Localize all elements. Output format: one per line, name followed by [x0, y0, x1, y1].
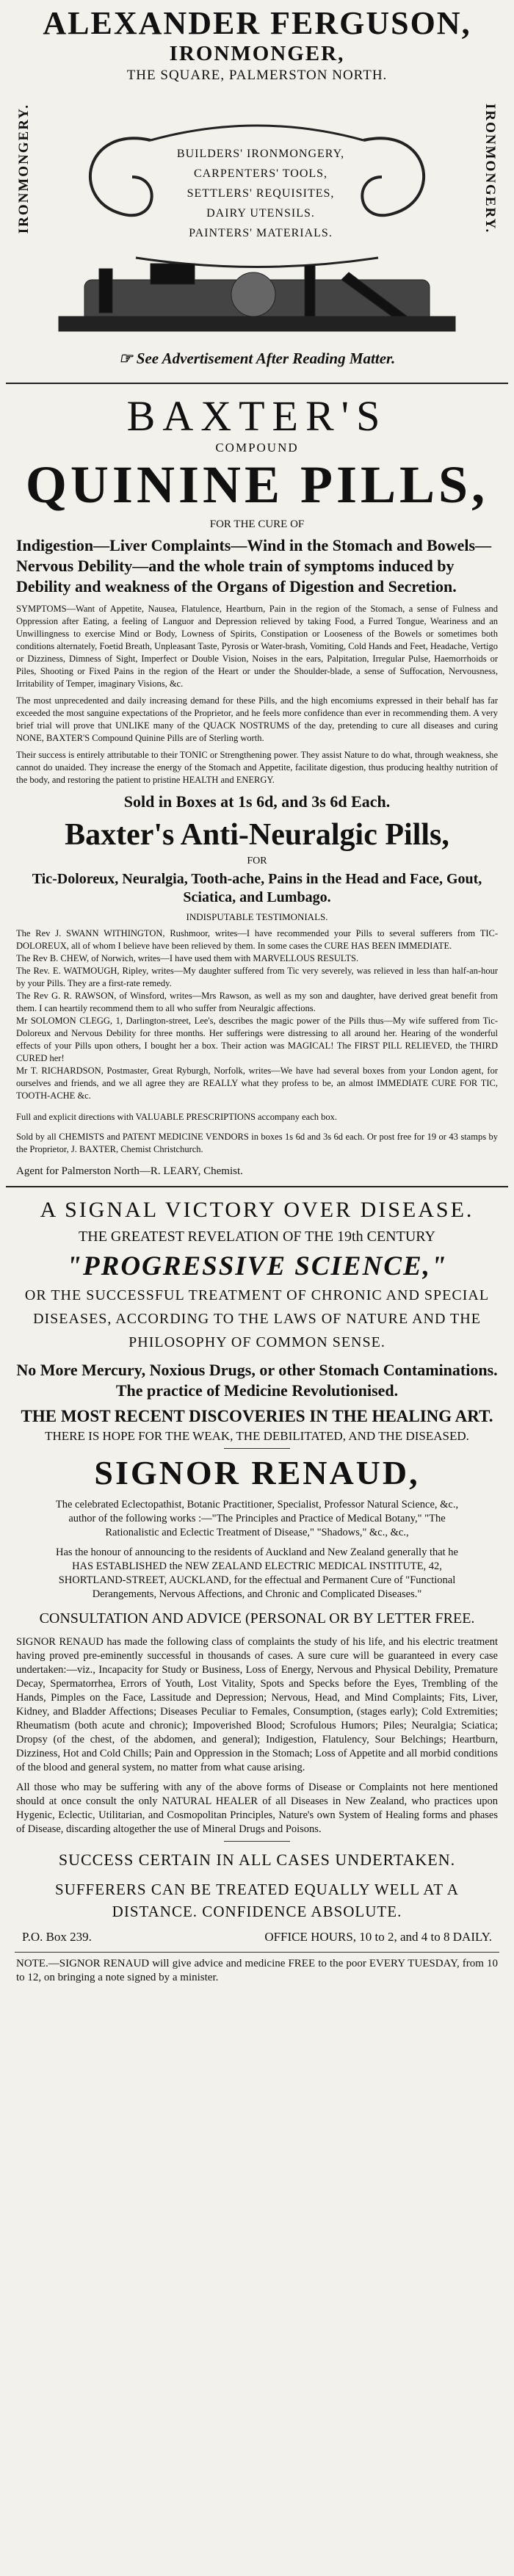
symptoms: SYMPTOMS—Want of Appetite, Nausea, Flatulence, Heartburn, Pain in the region of the Stomach, a sense of Fulness and Oppression after Eating, a feeling of Languor and Depression relieved by taking Food, a Furred Tongue, Weariness and an Unwillingness to exercise Mind or Body, Lowness of Spirits, Constipation or Looseness of the Bowels or sometimes both conditions alternately, Foetid Breath, Unpleasant Taste, Pyrosis or Water-brash, Vomiting, Cold Hands and Feet, Headache, Vertigo or Dizziness, Dimness of Sight, Imperfect or Double Vision, Noises in the ears, Palpitation, Irregular Pulse, Haemorrhoids or Piles, Shooting or Fixed Pains in the region of the Heart or under the Shoulder-blade, a sense of Suffocation, Nervousness, Irritability of Temper, imaginary Visions, &c. — [16, 604, 498, 689]
recent-discoveries: THE MOST RECENT DISCOVERIES IN THE HEALING ART. — [21, 1407, 493, 1425]
renaud-ad — [0, 1198, 514, 1985]
goods-item: CARPENTERS' TOOLS, — [193, 167, 328, 180]
treated-at-distance: SUFFERERS CAN BE TREATED EQUALLY WELL AT A DISTANCE. CONFIDENCE ABSOLUTE. — [55, 1881, 459, 1920]
renaud-bio: The celebrated Eclectopathist, Botanic Practitioner, Specialist, Professor Natural Science, &c., author of the following works :—"The Principles and Practice of Medical Botany," "The Rationalistic and Eclectic Treatment of Disease," "Shadows," &c., &c., — [55, 1499, 459, 1538]
frame-top-arch — [151, 126, 363, 140]
successful-treatment: OR THE SUCCESSFUL TREATMENT OF CHRONIC AND SPECIAL DISEASES, ACCORDING TO THE LAWS OF NATURE AND THE PHILOSOPHY OF COMMON SENSE. — [24, 1287, 490, 1350]
frame-scroll-right — [362, 138, 424, 215]
tools-illustration — [59, 264, 455, 331]
testimonial: The Rev B. CHEW, of Norwich, writes—I have used them with MARVELLOUS RESULTS. — [16, 953, 359, 963]
renaud-body-1: SIGNOR RENAUD has made the following class of complaints the study of his life, and his electric treatment having proved pre-eminently successful in thousands of cases. A sure cure will be guaranteed in every case undertaken:—viz., Incapacity for Study or Business, Loss of Energy, Nervous and Physical Debility, Premature Decay, Spermatorrhea, Errors of Youth, Lost Vitality, Spots and Specks before the Eyes, Trembling of the Hands, Pimples on the Face, Lassitude and Depression; Nervous, Head, and Mind Complaints; Fits, Liver, Kidney, and Bladder Affections; Diseases Peculiar to Females, Consumption, (stages early); Cold Extremities; Rheumatism (both acute and chronic); Impoverished Blood; Scrofulous Humors; Piles; Neuralgia; Sciatica; Dropsy (of the chest, of the abdomen, and general); Indigestion, Flatulency, Sour Belchings; Heartburn, Dizziness, Hot and Cold Chills; Pain and Oppression in the Stomach; Loss of Appetite and all morbid conditions of the blood and general system, no matter from what cause arising. — [16, 1636, 498, 1773]
contact-row — [22, 1930, 492, 1944]
no-more-mercury: No More Mercury, Noxious Drugs, or other Stomach Contaminations. The practice of Medicine Revolutionised. — [16, 1361, 498, 1400]
hope-line: THERE IS HOPE FOR THE WEAK, THE DEBILITATED, AND THE DISEASED. — [45, 1429, 469, 1443]
goods-item: SETTLERS' REQUISITES, — [187, 187, 335, 200]
success-certain: SUCCESS CERTAIN IN ALL CASES UNDERTAKEN. — [58, 1850, 456, 1869]
agent: Agent for Palmerston North—R. LEARY, Chemist. — [16, 1165, 243, 1177]
divider — [6, 1186, 508, 1187]
testimonial: The Rev G. R. RAWSON, of Winsford, writes—Mrs Rawson, as well as my son and daughter, have derived great benefit from them. I can heartily recommend them to all who suffer from Neuralgic affections. — [16, 991, 498, 1013]
quinine-title: QUININE PILLS, — [25, 455, 489, 514]
baxter-brand: BAXTER'S — [126, 392, 388, 440]
baxter-compound: COMPOUND — [215, 441, 299, 455]
demand-text: The most unprecedented and daily increasing demand for these Pills, and the high encomiums expressed in their behalf has far exceeded the most sanguine expectations of the Proprietor, and he feels more confidence than ever in recommending them. A very brief trial will prove that UNLIKE many of the QUACK NOSTRUMS of the day, pretending to cure all diseases and curing NONE, BAXTER'S Compound Quinine Pills are of Sterling worth. — [16, 695, 498, 743]
anti-lead: Tic-Doloreux, Neuralgia, Tooth-ache, Pains in the Head and Face, Gout, Sciatica, and Lumbago. — [32, 871, 482, 905]
testimonial: Mr T. RICHARDSON, Postmaster, Great Ryburgh, Norfolk, writes—We have had several boxes from your London agent, for ourselves and friends, and we all agree they are REALLY what they profess to be, an almost IMMEDIATE CURE FOR TIC, TOOTH-ACHE &c. — [16, 1066, 498, 1101]
renaud-name: SIGNOR RENAUD, — [94, 1454, 420, 1491]
for-cure: FOR THE CURE OF — [209, 518, 305, 530]
quinine-lead: Indigestion—Liver Complaints—Wind in the Stomach and Bowels—Nervous Debility—and the whole train of symptoms induced by Debility and weakness of the Organs of Digestion and Secretion. — [16, 536, 492, 596]
office-hours: OFFICE HOURS, 10 to 2, and 4 to 8 DAILY. — [264, 1930, 492, 1944]
ferguson-trade: IRONMONGER, — [169, 42, 345, 65]
quinine-price: Sold in Boxes at 1s 6d, and 3s 6d Each. — [123, 792, 391, 811]
anti-for: FOR — [247, 855, 267, 866]
anti-neuralgic-title: Baxter's Anti-Neuralgic Pills, — [65, 818, 449, 852]
ferguson-name: ALEXANDER FERGUSON, — [43, 5, 471, 41]
consultation: CONSULTATION AND ADVICE (PERSONAL OR BY LETTER FREE. — [39, 1610, 475, 1627]
divider — [224, 1448, 290, 1449]
divider — [15, 1952, 499, 1953]
ferguson-address: THE SQUARE, PALMERSTON NORTH. — [126, 68, 388, 83]
goods-list — [154, 144, 367, 243]
divider — [224, 1841, 290, 1842]
ferguson-ad — [0, 4, 514, 375]
renaud-note: NOTE.—SIGNOR RENAUD will give advice and medicine FREE to the poor EVERY TUESDAY, from 10 to 12, on bringing a note signed by a minister. — [16, 1958, 498, 1983]
frame-scroll-left — [90, 138, 152, 215]
signal-victory: A SIGNAL VICTORY OVER DISEASE. — [40, 1198, 474, 1222]
tonic-text: Their success is entirely attributable to their TONIC or Strengthening power. They assist Nature to do what, through weakness, she cannot do unaided. They increase the energy of the Stomach and Appetite, facilitate digestion, thus producing healthy nutrition of the body, and restoring the patient to pristine HEALTH and ENERGY. — [16, 750, 498, 785]
ferguson-footer: ☞ See Advertisement After Reading Matter. — [118, 350, 396, 367]
goods-item: BUILDERS' IRONMONGERY, — [176, 148, 345, 160]
goods-item: PAINTERS' MATERIALS. — [189, 227, 333, 239]
renaud-honour: Has the honour of announcing to the residents of Auckland and New Zealand generally that he HAS ESTABLISHED the NEW ZEALAND ELECTRIC MEDICAL INSTITUTE, 42, SHORTLAND-STREET, AUCKLAND, for the effectual and Permanent Cure of "Functional Derangements, Nervous Affections, and Chronic and Complicated Diseases." — [55, 1546, 458, 1600]
testimonials-heading: INDISPUTABLE TESTIMONIALS. — [186, 911, 328, 922]
side-label-right: IRONMONGERY. — [482, 104, 498, 234]
testimonial: The Rev. E. WATMOUGH, Ripley, writes—My daughter suffered from Tic very severely, was relieved in less than half-an-hour by your Pills. They are a first-rate remedy. — [16, 966, 498, 988]
goods-item: DAIRY UTENSILS. — [206, 207, 315, 220]
side-label-left: IRONMONGERY. — [16, 104, 32, 234]
po-box: P.O. Box 239. — [22, 1930, 92, 1944]
greatest-revelation: THE GREATEST REVELATION OF THE 19th CENTURY — [79, 1229, 435, 1245]
divider — [6, 383, 508, 384]
progressive-science: "PROGRESSIVE SCIENCE," — [66, 1251, 448, 1281]
testimonial: The Rev J. SWANN WITHINGTON, Rushmoor, writes—I have recommended your Pills to several sufferers from TIC-DOLOREUX, all of whom I believe have been relieved by them. In some cases the CURE HAS BEEN IMMEDIATE. — [16, 928, 498, 951]
baxter-ad — [0, 391, 514, 1179]
directions: Full and explicit directions with VALUABLE PRESCRIPTIONS accompany each box. — [16, 1112, 337, 1122]
testimonial: Mr SOLOMON CLEGG, 1, Darlington-street, Lee's, describes the magic power of the Pills thus—My wife suffered from Tic-Doloreux and Nervous Debility for three months. Her sufferings were distressing to all around her. Hearing of the wonderful effects of your Pills upon others, I bought her a box. Their action was MAGICAL! The FIRST PILL RELIEVED, the THIRD CURED her! — [16, 1016, 498, 1063]
renaud-body-2: All those who may be suffering with any of the above forms of Disease or Complaints not here mentioned should at once consult the only NATURAL HEALER of all Diseases in New Zealand, who practices upon Hygenic, Eclectic, Utilitarian, and Cosmopolitan Principles, Nature's own System of Healing forms and phases of Disease, discarding altogether the use of Mineral Drugs and Poisons. — [16, 1781, 498, 1835]
chemists: Sold by all CHEMISTS and PATENT MEDICINE VENDORS in boxes 1s 6d and 3s 6d each. Or post free for 19 or 43 stamps by the Proprietor, J. BAXTER, Chemist Christchurch. — [16, 1132, 498, 1154]
